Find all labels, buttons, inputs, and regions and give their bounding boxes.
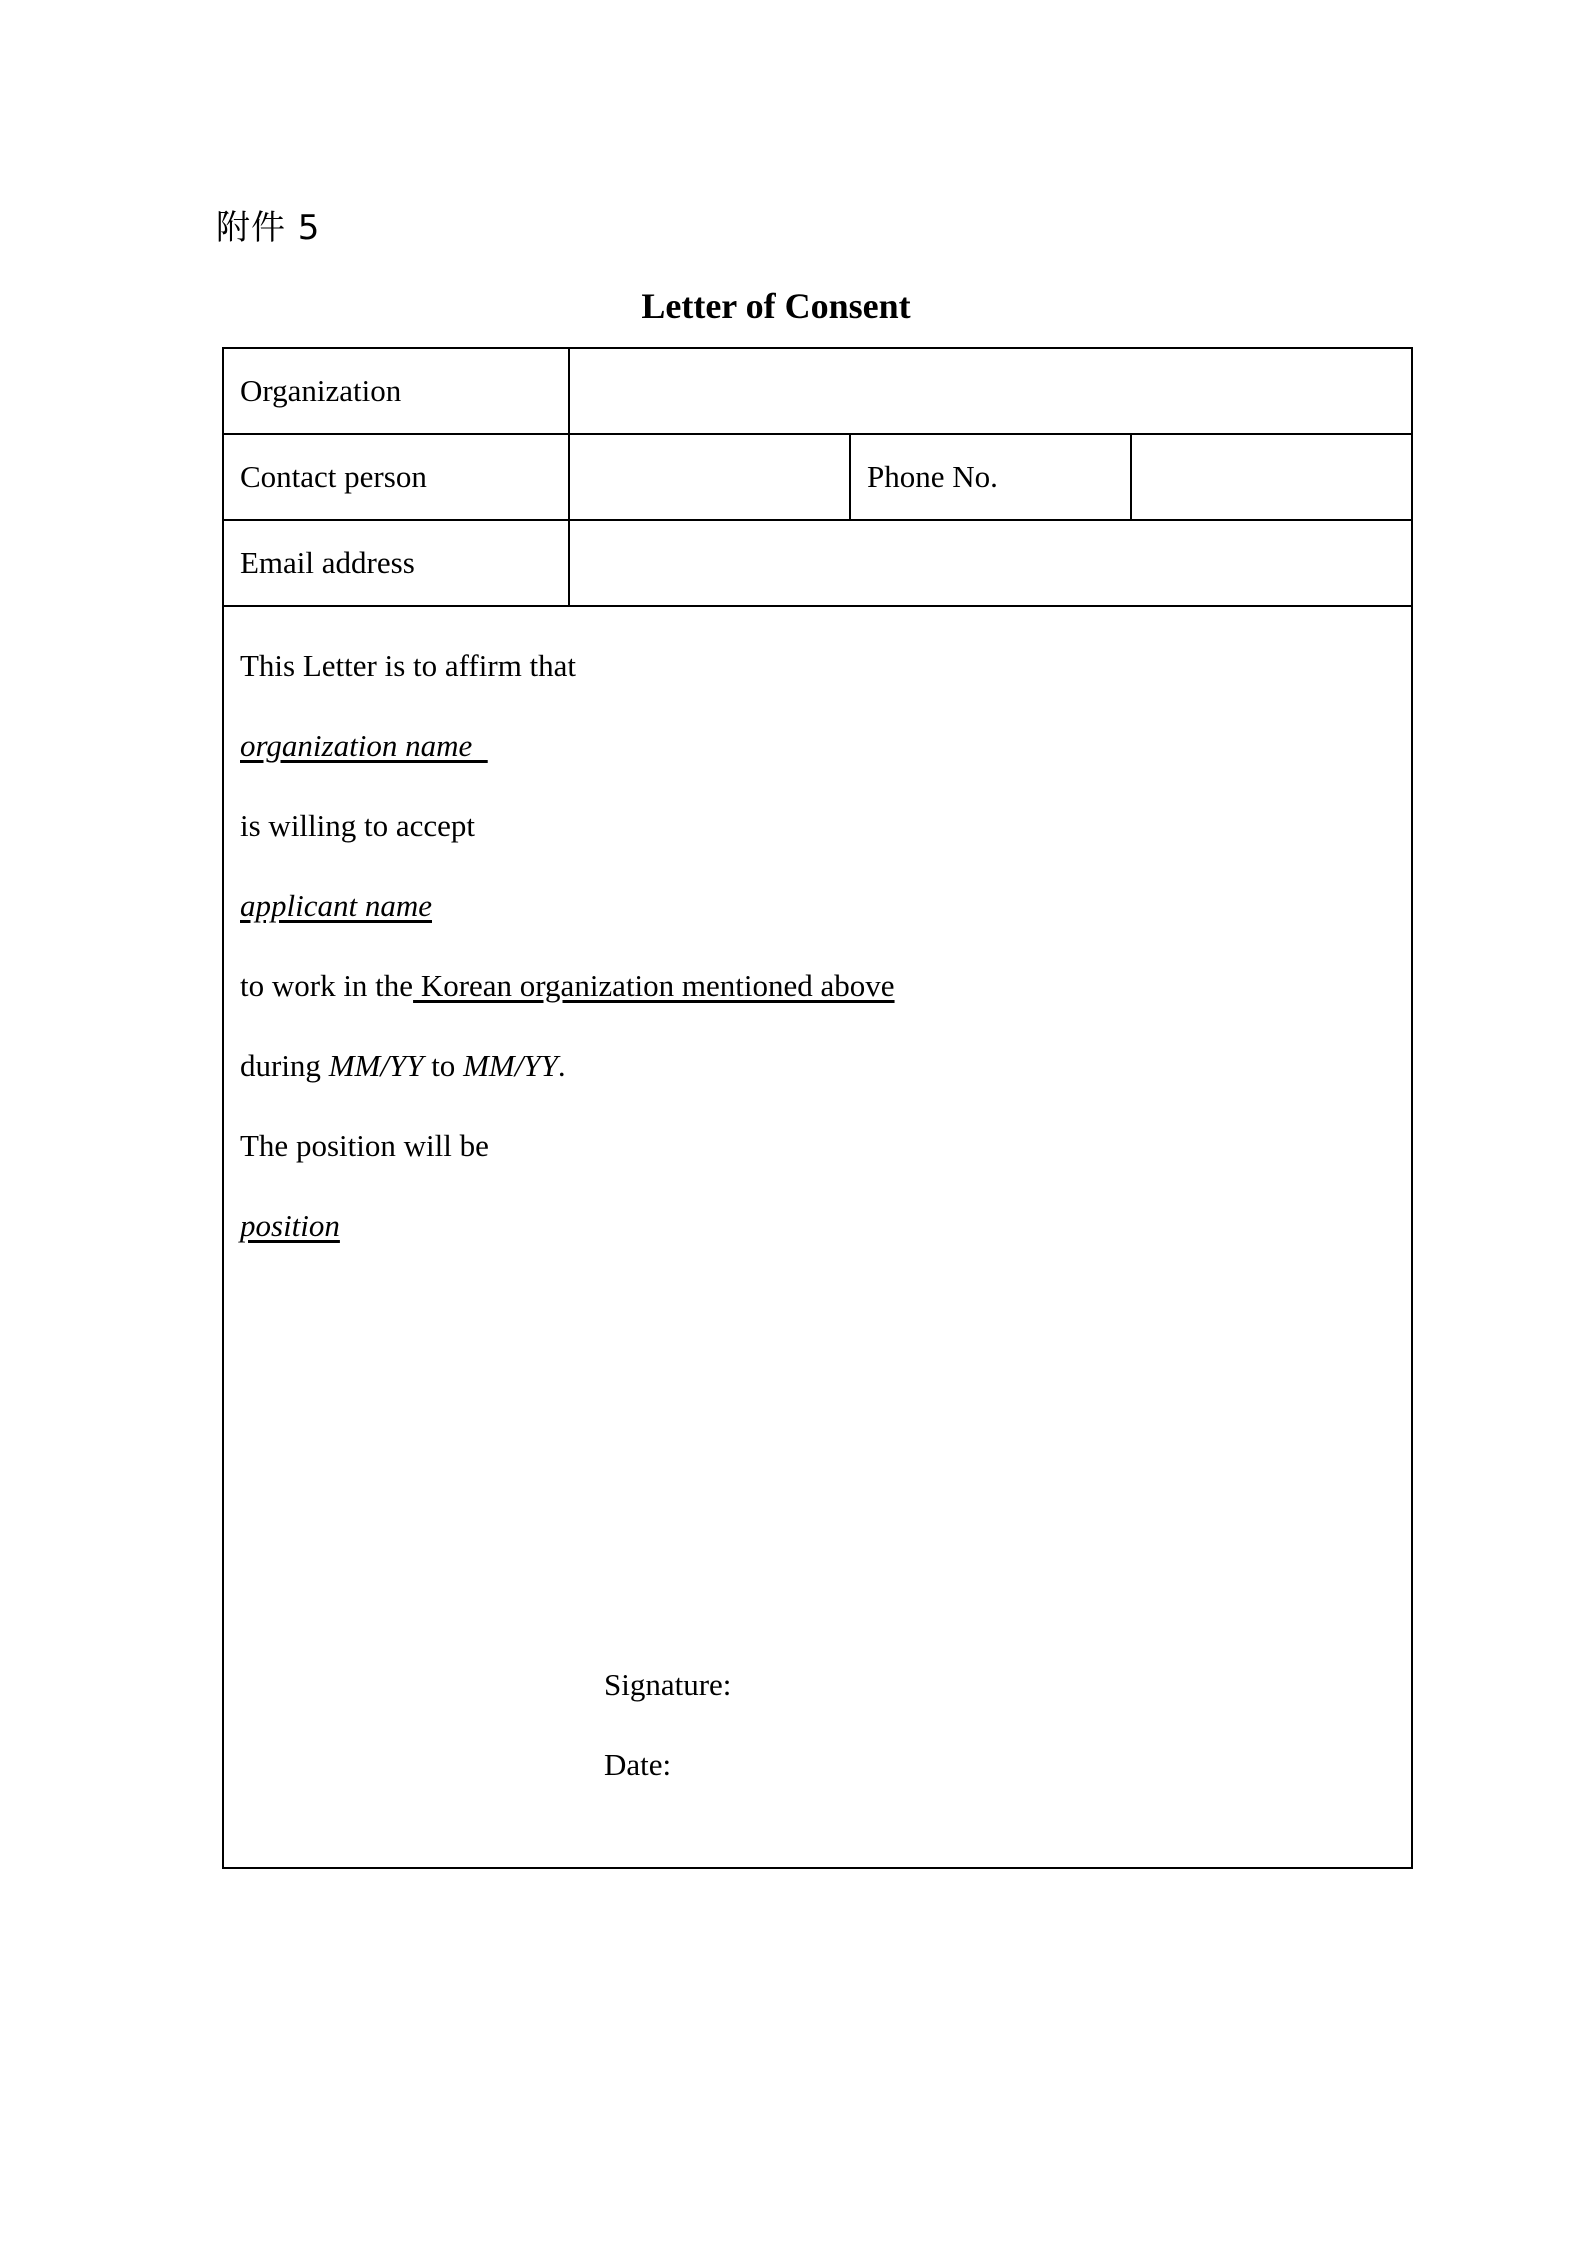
attachment-label: 附件 5 (216, 208, 321, 248)
body-text: during (240, 1047, 329, 1083)
email-address-value[interactable] (569, 520, 1412, 606)
body-text: to work in the (240, 967, 414, 1003)
email-address-label: Email address (223, 520, 569, 606)
body-line-6 (240, 1025, 1411, 1105)
signature-block (604, 1645, 1104, 1805)
phone-no-label: Phone No. (850, 434, 1131, 520)
body-text: The position will be (240, 1127, 489, 1163)
body-line-8 (240, 1185, 1411, 1265)
contact-person-label: Contact person (223, 434, 569, 520)
end-date-blank[interactable]: MM/YY (463, 1047, 558, 1083)
work-location-blank[interactable]: Korean organization mentioned above (413, 967, 895, 1003)
page-title: Letter of Consent (641, 286, 911, 326)
table-row (223, 348, 1412, 434)
table-row (223, 606, 1412, 1868)
body-line-7 (240, 1105, 1411, 1185)
body-text: This Letter is to affirm that (240, 647, 577, 683)
body-text: . (557, 1047, 566, 1083)
applicant-name-blank[interactable]: applicant name (240, 887, 432, 923)
date-label[interactable]: Date: (604, 1747, 672, 1782)
start-date-blank[interactable]: MM/YY (328, 1047, 424, 1083)
organization-value[interactable] (569, 348, 1412, 434)
letter-body (224, 607, 1411, 1865)
table-row (223, 434, 1412, 520)
organization-name-blank[interactable]: organization name (240, 727, 488, 763)
body-line-3 (240, 785, 1411, 865)
position-blank[interactable]: position (240, 1207, 340, 1243)
body-line-5 (240, 945, 1411, 1025)
signature-label[interactable]: Signature: (604, 1667, 732, 1702)
body-line-2 (240, 705, 1411, 785)
body-line-4 (240, 865, 1411, 945)
body-line-1 (240, 625, 1411, 705)
organization-label: Organization (223, 348, 569, 434)
consent-form-table (222, 347, 1413, 1869)
body-text: is willing to accept (240, 807, 476, 843)
letter-body-cell (223, 606, 1412, 1868)
contact-person-value[interactable] (569, 434, 850, 520)
body-text: to (423, 1047, 464, 1083)
phone-no-value[interactable] (1131, 434, 1412, 520)
table-row (223, 520, 1412, 606)
